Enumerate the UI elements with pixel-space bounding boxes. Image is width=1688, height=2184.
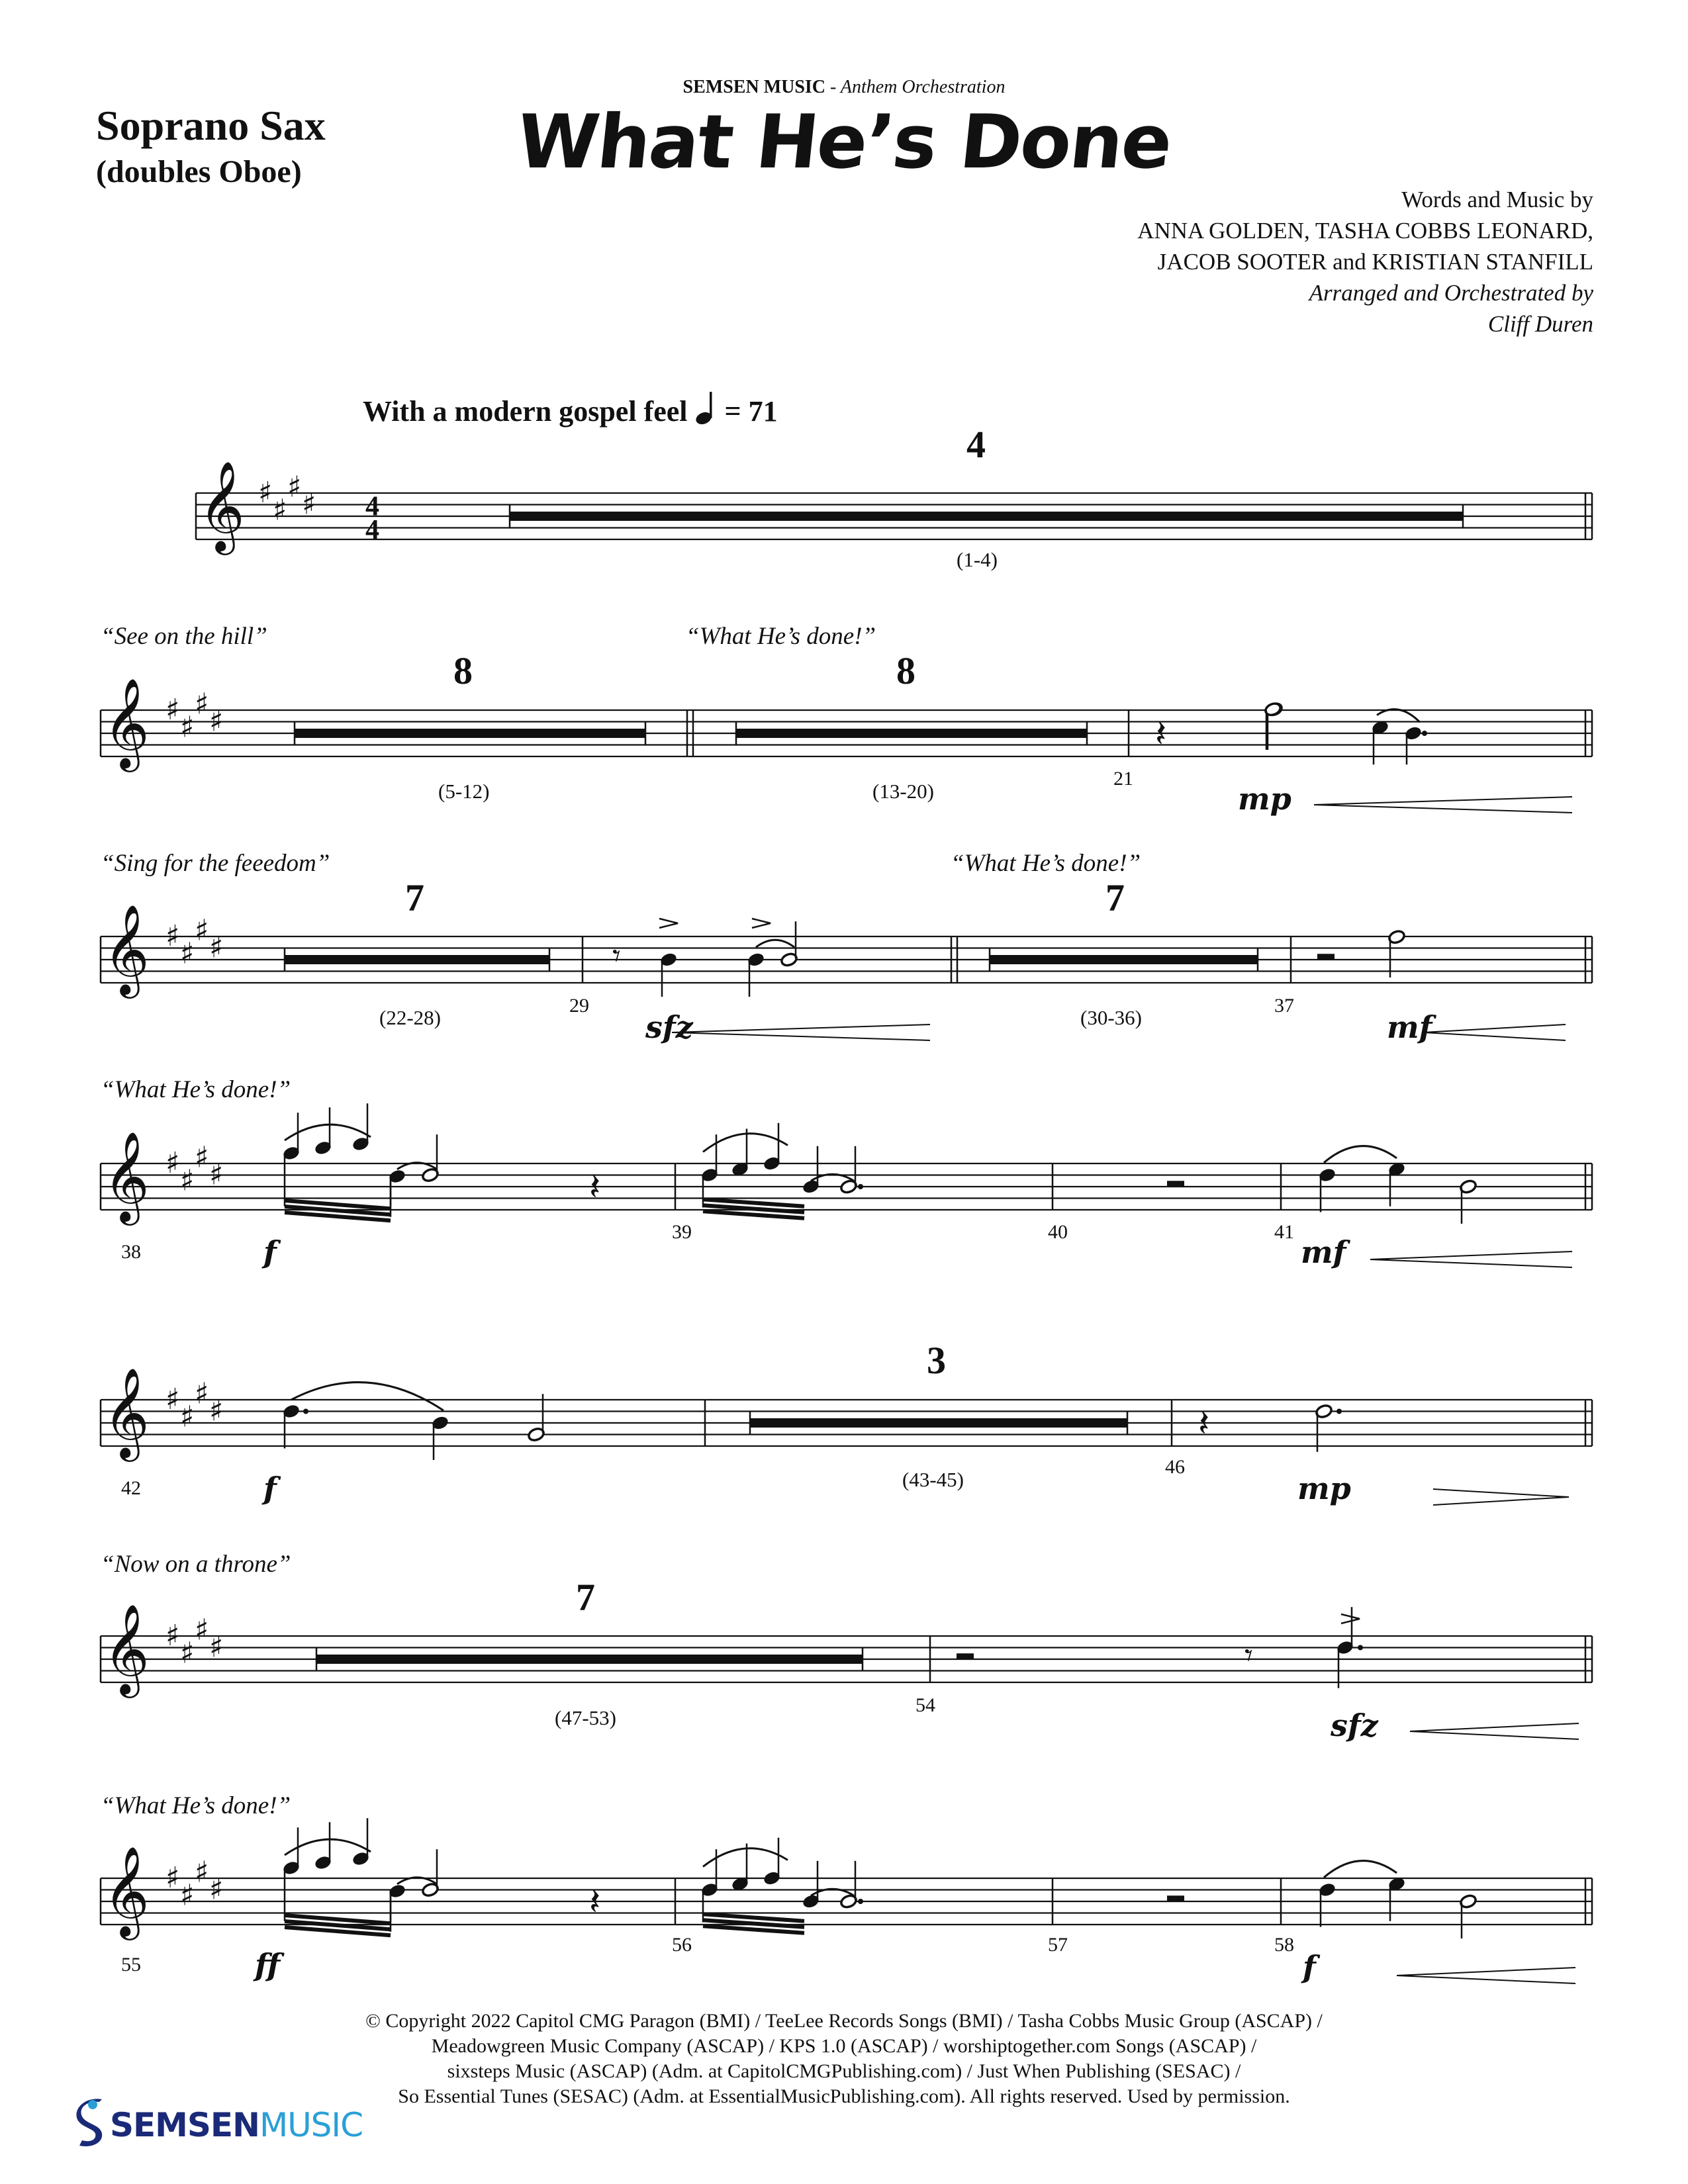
instrument-name: Soprano Sax xyxy=(96,102,326,149)
augmentation-dot xyxy=(1358,1645,1363,1651)
sharp-icon: ♯ xyxy=(209,1630,224,1664)
time-signature: 4 xyxy=(365,491,379,522)
accent-mark xyxy=(1341,1614,1360,1623)
crescendo-hairpin xyxy=(1410,1731,1579,1739)
sharp-icon: ♯ xyxy=(273,493,287,527)
cue-text: “What He’s done!” xyxy=(101,1792,291,1819)
augmentation-dot xyxy=(1422,731,1427,736)
publisher-suffix: - Anthem Orchestration xyxy=(830,77,1006,97)
slur xyxy=(1324,1861,1397,1878)
crescendo-hairpin xyxy=(1370,1251,1572,1259)
crescendo-hairpin xyxy=(672,1032,930,1040)
dynamic-marking: mp xyxy=(1238,781,1291,817)
dynamic-marking: f xyxy=(1303,1949,1316,1985)
decrescendo-hairpin xyxy=(1433,1489,1569,1497)
dynamic-marking: sfz xyxy=(1331,1707,1378,1743)
publisher-name: SEMSEN MUSIC xyxy=(682,77,826,97)
slur xyxy=(1377,709,1420,723)
tempo-text: With a modern gospel feel xyxy=(363,395,688,428)
measure-number: 37 xyxy=(1274,995,1294,1017)
semsen-logo xyxy=(73,2098,363,2152)
quarter-rest-icon: 𝄽 xyxy=(589,1880,601,1924)
measure-number: 54 xyxy=(915,1694,935,1716)
credits-line: JACOB SOOTER and KRISTIAN STANFILL xyxy=(1157,249,1593,275)
dynamic-marking: f xyxy=(263,1471,277,1506)
time-signature: 4 xyxy=(365,515,379,546)
copyright-notice xyxy=(0,2009,1688,2109)
crescendo-hairpin xyxy=(1370,1259,1572,1267)
sharp-icon: ♯ xyxy=(287,470,302,504)
multimeasure-rest xyxy=(990,955,1258,964)
cue-text: “Sing for the feeedom” xyxy=(101,850,330,877)
treble-clef-icon: 𝄞 xyxy=(103,903,150,995)
sharp-icon: ♯ xyxy=(165,1383,180,1416)
sharp-icon: ♯ xyxy=(195,913,209,948)
crescendo-hairpin xyxy=(1397,1976,1575,1983)
measure-number: 39 xyxy=(672,1221,692,1243)
accent-mark xyxy=(752,919,771,928)
sharp-icon: ♯ xyxy=(209,1872,224,1907)
tempo-value: = 71 xyxy=(724,395,778,428)
multimeasure-rest xyxy=(750,1418,1127,1428)
credits-line: ANNA GOLDEN, TASHA COBBS LEONARD, xyxy=(1137,218,1593,244)
sharp-icon: ♯ xyxy=(180,1878,195,1913)
multirest-range: (43-45) xyxy=(902,1468,964,1491)
slur xyxy=(756,940,794,947)
credits-line: Cliff Duren xyxy=(1487,311,1593,337)
treble-clef-icon: 𝄞 xyxy=(103,1602,150,1694)
multirest-range: (22-28) xyxy=(379,1006,441,1029)
quarter-rest-icon: 𝄽 xyxy=(1198,1402,1210,1445)
dynamic-marking: ff xyxy=(255,1947,281,1983)
copyright-line: So Essential Tunes (SESAC) (Adm. at EssentialMusicPublishing.com). All rights reserved. Used by permission. xyxy=(398,2085,1290,2107)
slur xyxy=(1324,1146,1397,1163)
song-title: What He’s Done xyxy=(512,99,1176,185)
credits-line: Words and Music by xyxy=(1401,187,1593,212)
sharp-icon: ♯ xyxy=(165,1861,180,1895)
copyright-line: sixsteps Music (ASCAP) (Adm. at CapitolCMGPublishing.com) / Just When Publishing (SESAC) / xyxy=(447,2060,1241,2082)
half-rest xyxy=(957,1653,974,1659)
sharp-icon: ♯ xyxy=(180,1163,195,1198)
crescendo-hairpin xyxy=(672,1024,930,1032)
cue-text: “See on the hill” xyxy=(101,623,267,650)
treble-clef-icon: 𝄞 xyxy=(103,1130,150,1222)
crescendo-hairpin xyxy=(1314,797,1572,805)
multimeasure-rest xyxy=(510,512,1463,521)
treble-clef-icon: 𝄞 xyxy=(199,459,245,551)
sharp-icon: ♯ xyxy=(209,1158,224,1192)
copyright-line: Meadowgreen Music Company (ASCAP) / KPS 1.0 (ASCAP) / worshiptogether.com Songs (ASCAP) / xyxy=(431,2035,1257,2057)
sharp-icon: ♯ xyxy=(180,1636,195,1670)
logo-accent: MUSIC xyxy=(259,2106,363,2144)
sharp-icon: ♯ xyxy=(180,1400,195,1434)
sharp-icon: ♯ xyxy=(195,687,209,721)
cue-text: “What He’s done!” xyxy=(951,850,1141,877)
accent-mark xyxy=(659,919,678,928)
treble-clef-icon: 𝄞 xyxy=(103,676,150,768)
multirest-count: 8 xyxy=(453,649,473,692)
sharp-icon: ♯ xyxy=(258,476,273,510)
instrument-note: (doubles Oboe) xyxy=(96,154,302,189)
copyright-line: © Copyright 2022 Capitol CMG Paragon (BMI) / TeeLee Records Songs (BMI) / Tasha Cobbs Music Group (ASCAP) / xyxy=(365,2010,1323,2032)
augmentation-dot xyxy=(858,1184,863,1189)
measure-number: 56 xyxy=(672,1934,692,1956)
sharp-icon: ♯ xyxy=(195,1377,209,1411)
dynamic-marking: mf xyxy=(1387,1009,1432,1045)
sharp-icon: ♯ xyxy=(209,1394,224,1428)
crescendo-hairpin xyxy=(1423,1024,1566,1032)
cue-text: “What He’s done!” xyxy=(686,623,876,650)
multimeasure-rest xyxy=(295,729,645,738)
measure-number: 46 xyxy=(1165,1456,1185,1478)
quarter-rest-icon: 𝄽 xyxy=(1155,712,1167,756)
eighth-rest-icon: 𝄾 xyxy=(612,937,621,975)
multirest-count: 8 xyxy=(896,649,915,692)
multirest-range: (47-53) xyxy=(555,1706,616,1729)
credits-line: Arranged and Orchestrated by xyxy=(1309,280,1593,306)
half-rest xyxy=(1167,1181,1184,1187)
sharp-icon: ♯ xyxy=(165,1146,180,1180)
multirest-count: 3 xyxy=(927,1339,946,1382)
measure-number: 21 xyxy=(1113,768,1133,790)
measure-number: 41 xyxy=(1274,1221,1294,1243)
measure-number: 57 xyxy=(1048,1934,1068,1956)
sharp-icon: ♯ xyxy=(180,936,195,971)
quarter-rest-icon: 𝄽 xyxy=(589,1165,601,1209)
cue-text: “What He’s done!” xyxy=(101,1076,291,1103)
measure-number: 42 xyxy=(121,1477,141,1499)
sharp-icon: ♯ xyxy=(209,704,224,739)
sharp-icon: ♯ xyxy=(180,710,195,745)
multirest-count: 7 xyxy=(405,876,424,919)
decrescendo-hairpin xyxy=(1433,1497,1569,1505)
sharp-icon: ♯ xyxy=(209,931,224,965)
sharp-icon: ♯ xyxy=(165,1619,180,1653)
crescendo-hairpin xyxy=(1423,1032,1566,1040)
sharp-icon: ♯ xyxy=(165,693,180,727)
dynamic-marking: mf xyxy=(1301,1234,1346,1270)
measure-number: 38 xyxy=(121,1241,141,1263)
measure-number: 55 xyxy=(121,1954,141,1976)
sharp-icon: ♯ xyxy=(195,1613,209,1647)
slur xyxy=(291,1383,444,1411)
multirest-range: (13-20) xyxy=(872,780,934,803)
treble-clef-icon: 𝄞 xyxy=(103,1366,150,1458)
logo-wordmark xyxy=(110,2106,363,2144)
measure-number: 58 xyxy=(1274,1934,1294,1956)
crescendo-hairpin xyxy=(1410,1723,1579,1731)
augmentation-dot xyxy=(858,1899,863,1904)
crescendo-hairpin xyxy=(1314,805,1572,813)
measure-number: 40 xyxy=(1048,1221,1068,1243)
treble-clef-icon: 𝄞 xyxy=(103,1844,150,1936)
half-rest xyxy=(1317,954,1335,960)
multimeasure-rest xyxy=(736,729,1087,738)
augmentation-dot xyxy=(303,1409,308,1414)
eighth-rest-icon: 𝄾 xyxy=(1244,1637,1253,1674)
multirest-range: (5-12) xyxy=(438,780,490,803)
multirest-range: (30-36) xyxy=(1080,1006,1142,1029)
multirest-count: 7 xyxy=(1105,876,1125,919)
measure-number: 29 xyxy=(569,995,589,1017)
dynamic-marking: f xyxy=(263,1234,277,1270)
logo-main: SEMSEN xyxy=(110,2106,259,2144)
sharp-icon: ♯ xyxy=(195,1140,209,1175)
half-rest xyxy=(1167,1895,1184,1901)
multirest-count: 4 xyxy=(966,423,986,466)
dynamic-marking: mp xyxy=(1297,1471,1351,1506)
augmentation-dot xyxy=(1336,1409,1342,1414)
dynamic-marking: sfz xyxy=(645,1009,693,1045)
multirest-count: 7 xyxy=(576,1576,595,1619)
sharp-icon: ♯ xyxy=(302,487,316,522)
cue-text: “Now on a throne” xyxy=(101,1551,291,1578)
crescendo-hairpin xyxy=(1397,1968,1575,1976)
semsen-logo-mark-icon xyxy=(73,2098,110,2152)
multimeasure-rest xyxy=(285,955,549,964)
multimeasure-rest xyxy=(316,1655,863,1664)
multirest-range: (1-4) xyxy=(957,548,998,571)
sharp-icon: ♯ xyxy=(195,1855,209,1889)
sharp-icon: ♯ xyxy=(165,919,180,953)
